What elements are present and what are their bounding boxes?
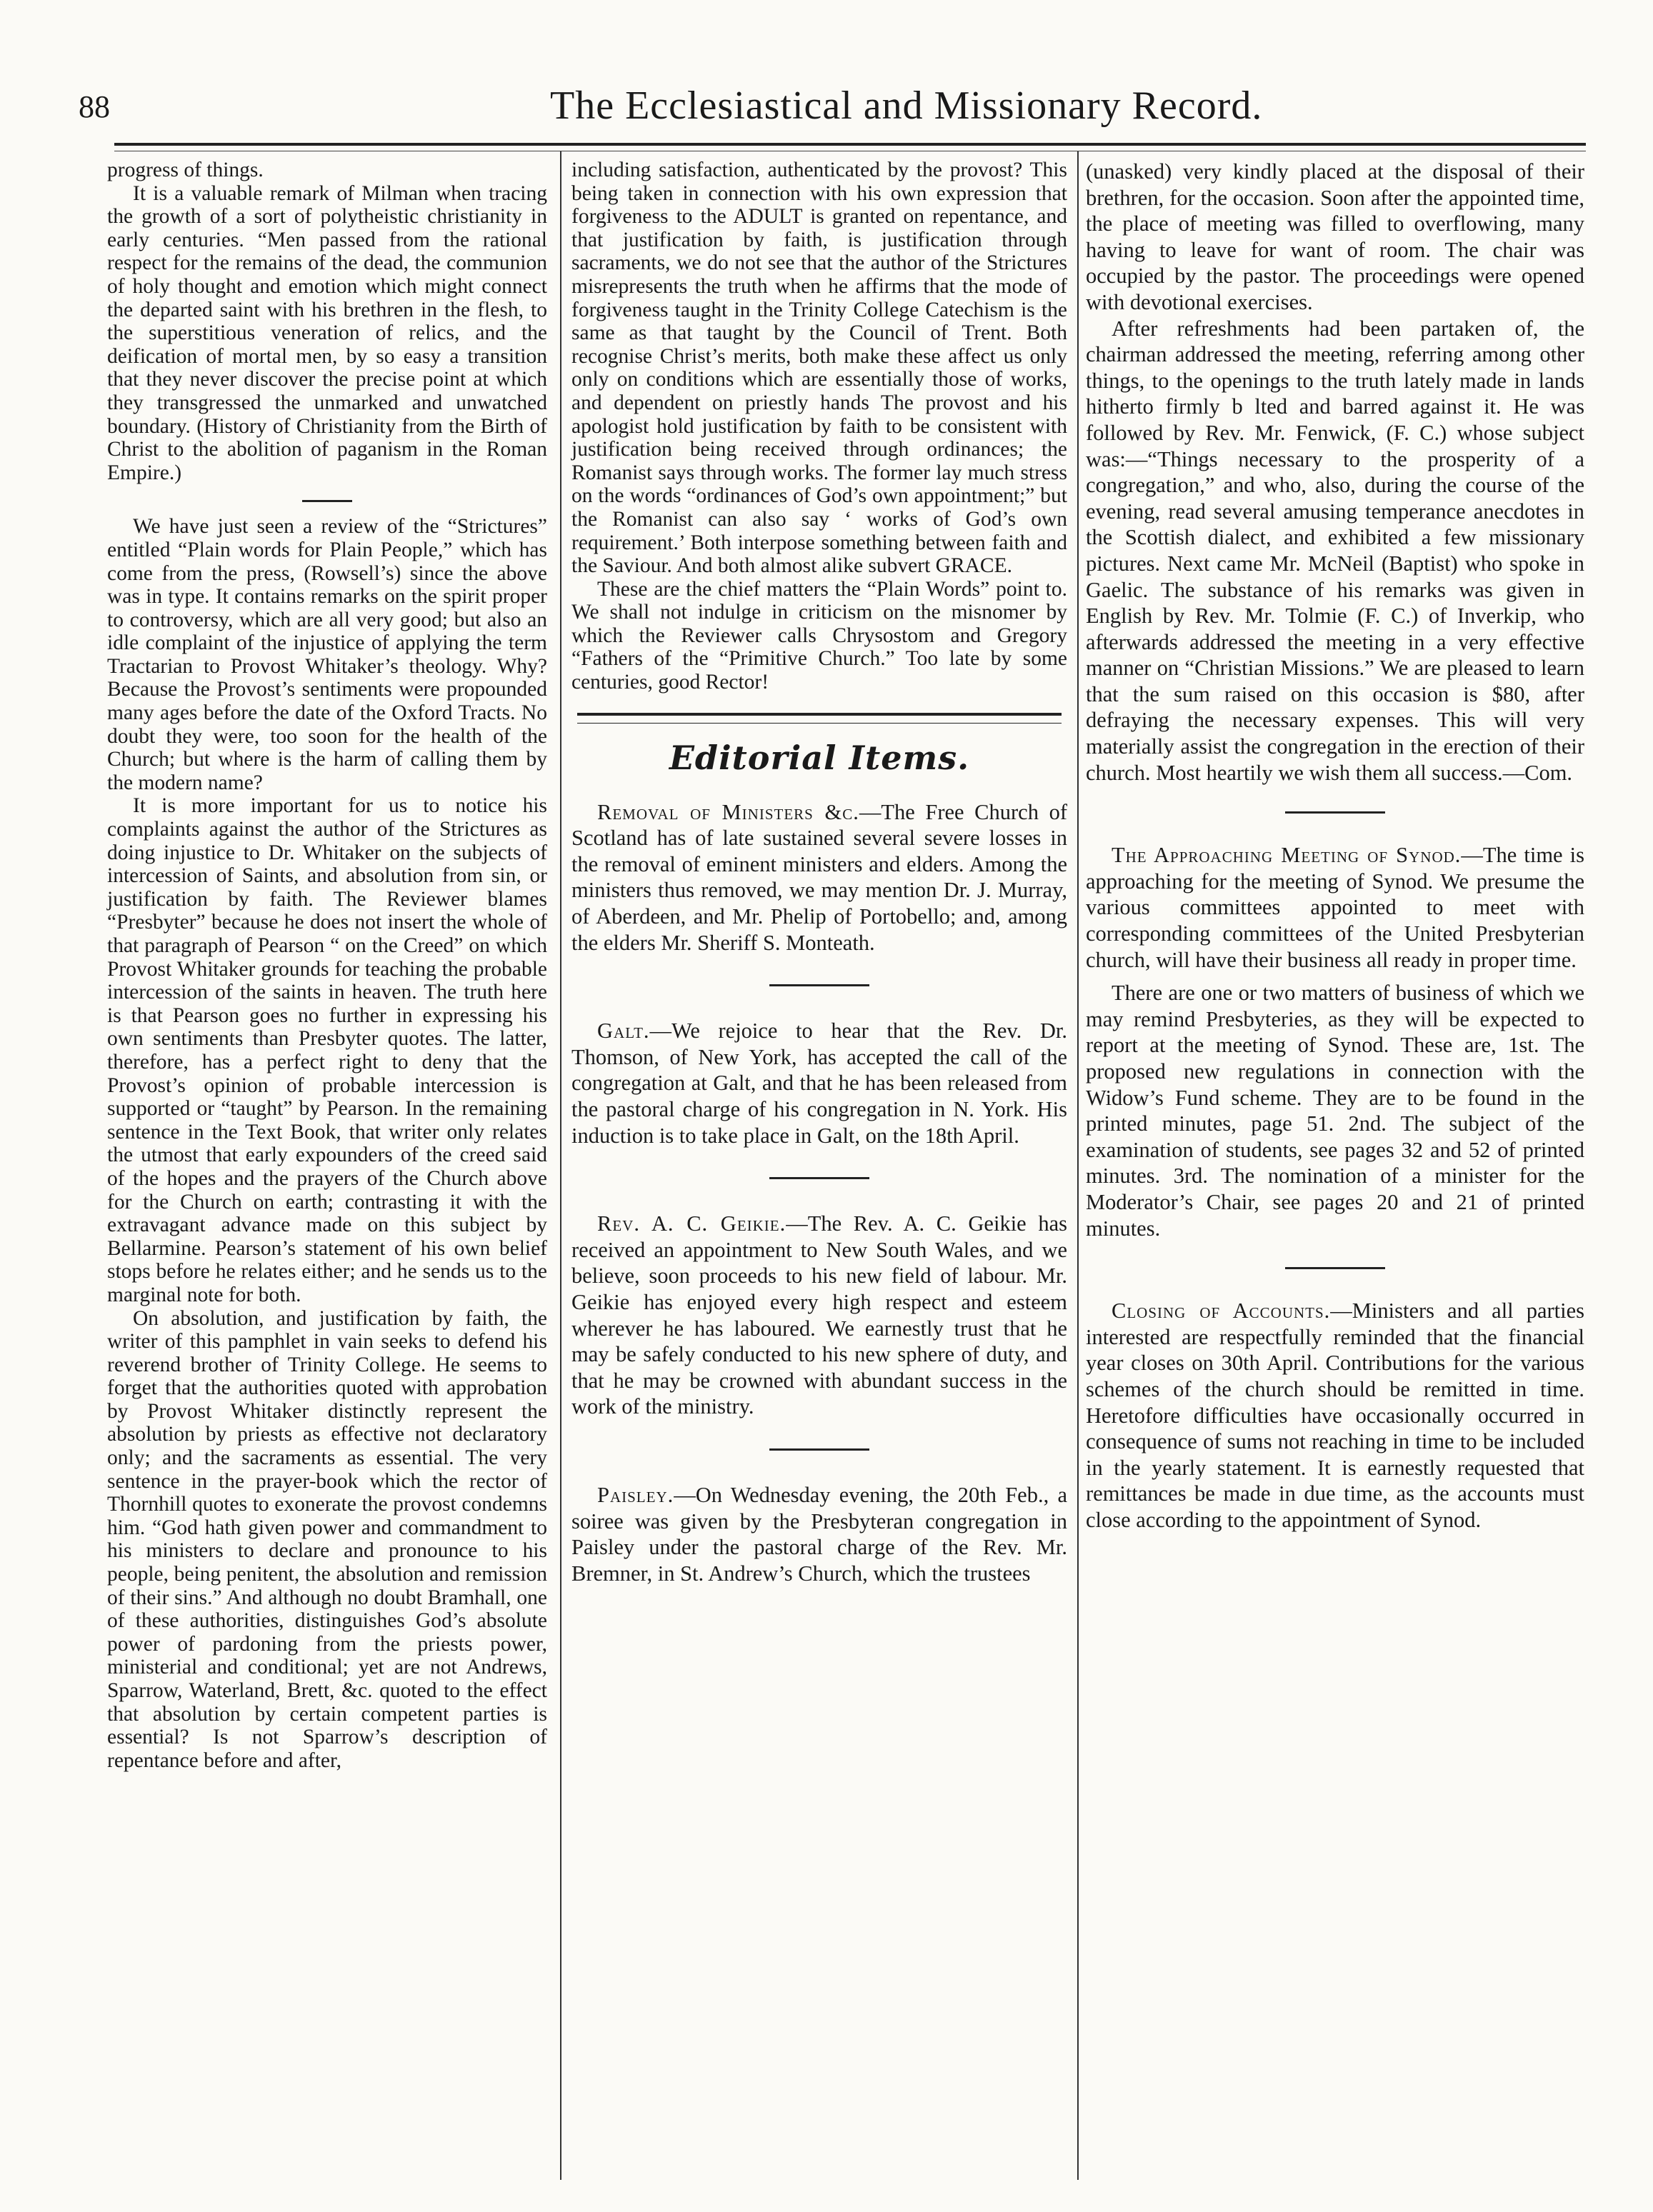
news-item: The Approaching Meeting of Synod.—The time is approaching for the meeting of Synod. We presume the various committees appointed to meet with corresponding committees of the United Presbyterian church, will have their business all ready in proper time.: [1086, 843, 1584, 972]
paragraph: It is a valuable remark of Milman when tracing the growth of a sort of polytheistic christianity in early centuries. “Men passed from the rational respect for the remains of the dead, the communion of holy thought and emotion which might connect the departed saint with his brethren in the flesh, to the superstitious veneration of relics, and the deification of mortal men, by so easy a transition that they never discover the precise point at which they transgressed the unmarked and unwatched boundary. (History of Christianity from the Birth of Christ to the abolition of paganism in the Roman Empire.): [107, 181, 547, 484]
paragraph: On absolution, and justification by faith, the writer of this pamphlet in vain seeks to defend his reverend brother of Trinity College. He seems to forget that the authorities quoted with approbation by Provost Whitaker distinctly represent the absolution by priests as effective not declaratory only; and the sacraments as essential. The very sentence in the prayer-book which the rector of Thornhill quotes to exonerate the provost condemns him. “God hath given power and commandment to his ministers to declare and pronounce to his people, being penitent, the absolution and remission of their sins.” And although no doubt Bramhall, one of these authorities, distinguishes God’s absolute power of pardoning from the priests power, ministerial and conditional; yet are not Andrews, Sparrow, Waterland, Brett, &c. quoted to the effect that absolution by certain competent parties is essential? Is not Sparrow’s description of repentance before and after,: [107, 1306, 547, 1772]
column-left: [107, 159, 547, 1772]
paragraph: progress of things.: [107, 159, 264, 181]
divider: [1285, 811, 1385, 814]
news-item: Paisley.—On Wednesday evening, the 20th Feb., a soiree was given by the Presbyteran congregation in Paisley under the pastoral charge of the Rev. Mr. Bremner, in St. Andrew’s Church, which the trustees: [571, 1482, 1067, 1586]
page-header: [79, 79, 1586, 139]
running-title: The Ecclesiastical and Missionary Record.: [550, 84, 1263, 128]
item-heading: The Approaching Meeting of Synod.: [1112, 843, 1462, 868]
paragraph: We have just seen a review of the “Strictures” entitled “Plain words for Plain People,” which has come from the press, (Rowsell’s) since the above was in type. It contains remarks on the spirit proper to controversy, which are all very good; but also an idle complaint of the injustice of applying the term Tractarian to Provost Whitaker’s theology. Why? Because the Provost’s sentiments were propounded many ages before the date of the Oxford Tracts. No doubt they were, too soon for the health of the Church; but where is the harm of calling them by the modern name?: [107, 515, 547, 794]
column-divider-left: [560, 151, 561, 2180]
divider: [769, 1448, 869, 1451]
divider: [769, 984, 869, 986]
news-item: Rev. A. C. Geikie.—The Rev. A. C. Geikie has received an appointment to New South Wales, and we believe, soon proceeds to his new field of labour. Mr. Geikie has enjoyed every high respect and esteem wherever he has laboured. We earnestly trust that he may be safely conducted to his new sphere of duty, and that he may be crowned with abundant success in the work of the ministry.: [571, 1211, 1067, 1419]
item-heading: Closing of Accounts.: [1112, 1298, 1331, 1323]
column-right: [1086, 159, 1584, 1533]
page-number: 88: [79, 89, 110, 124]
column-divider-right: [1077, 151, 1079, 2180]
item-heading: Paisley.: [597, 1482, 674, 1507]
paragraph: including satisfaction, authenticated by the provost? This being taken in connection with his own expression that forgiveness to the ADULT is granted on repentance, and that justification by faith, is justification through sacraments, we do not see that the author of the Strictures misrepresents the truth when he affirms that the mode of forgiveness taught in the Trinity College Catechism is the same as that taught by the Council of Trent. Both recognise Christ’s merits, both make these affect us only only on conditions which are essentially those of works, and dependent on priestly hands The provost and his apologist hold justification by faith to be consistent with justification being received through ordinances; the Romanist says through works. The former lay much stress on the words “ordinances of God’s own appointment;” but the Romanist can also say ‘ works of God’s own requirement.’ Both interpose something between faith and the Saviour. And both almost alike subvert GRACE.: [571, 159, 1067, 578]
news-item: Closing of Accounts.—Ministers and all parties interested are respectfully reminded that the financial year closes on 30th April. Contributions for the various schemes of the church should be remitted in time. Heretofore difficulties have occasionally occurred in consequence of sums not reaching in time to be included in the yearly statement. It is earnestly requested that remittances be made in due time, as the accounts must close according to the appointment of Synod.: [1086, 1298, 1585, 1532]
divider: [769, 1177, 869, 1179]
section-rule: [577, 713, 1062, 724]
news-item: Removal of Ministers &c.—The Free Church of Scotland has of late sustained several severe losses in the removal of eminent ministers and elders. Among the ministers thus removed, we may mention Dr. J. Murray, of Aberdeen, and Mr. Phelip of Portobello; and, among the elders Mr. Sheriff S. Monteath.: [571, 799, 1068, 955]
news-item: Galt.—We rejoice to hear that the Rev. Dr. Thomson, of New York, has accepted the call of the congregation at Galt, and that he has been released from the pastoral charge of his congregation in N. York. His induction is to take place in Galt, on the 18th April.: [571, 1019, 1067, 1148]
paragraph: There are one or two matters of business of which we may remind Presbyteries, as they will be expected to report at the meeting of Synod. These are, 1st. The proposed new regulations in connection with the Widow’s Fund scheme. They are to be found in the printed minutes, page 51. 2nd. The subject of the examination of students, see pages 32 and 52 of printed minutes. 3rd. The nomination of a minister for the Moderator’s Chair, see pages 20 and 21 of printed minutes.: [1086, 981, 1584, 1241]
divider: [302, 500, 352, 502]
section-title: Editorial Items.: [669, 738, 970, 777]
paragraph: (unasked) very kindly placed at the disposal of their brethren, for the occasion. Soon after the appointed time, the place of meeting was filled to overflowing, many having to leave for want of room. The chair was occupied by the pastor. The proceedings were opened with devotional exercises.: [1086, 159, 1584, 314]
divider: [1285, 1267, 1385, 1269]
paragraph: It is more important for us to notice his complaints against the author of the Strictures as doing injustice to Dr. Whitaker on the subjects of intercession of Saints, and absolution from sin, or justification by faith. The Reviewer blames “Presbyter” because he does not insert the whole of that paragraph of Pearson “ on the Creed” on which Provost Whitaker grounds for teaching the probable intercession of the saints in heaven. The truth here is that Pearson goes no further in expressing his own sentiments than Presbyter quotes. The latter, therefore, has a perfect right to deny that the Provost’s opinion of probable intercession is supported or “taught” by Pearson. In the remaining sentence in the Text Book, that writer only relates the utmost that early expounders of the creed said of the hopes and the prayers of the Church above for the Church on earth; contrasting it with the extravagant advance made on this subject by Bellarmine. Pearson’s statement of his own belief stops before he relates either; and he sends us to the marginal note for both.: [107, 794, 547, 1306]
header-rule: [114, 143, 1586, 146]
paragraph: These are the chief matters the “Plain Words” point to. We shall not indulge in criticism on the misnomer by which the Reviewer calls Chrysostom and Gregory “Fathers of the “Primitive Church.” Too late by some centuries, good Rector!: [571, 577, 1067, 694]
item-heading: Rev. A. C. Geikie.: [597, 1211, 786, 1236]
paragraph: After refreshments had been partaken of, the chairman addressed the meeting, referring among other things, to the openings to the truth lately made in lands hitherto firmly b lted and barred against it. He was followed by Rev. Mr. Fenwick, (F. C.) whose subject was:—“Things necessary to the prosperity of a congregation,” and who, also, during the course of the evening, read several amusing temperance anecdotes in the Scottish dialect, and exhibited a few missionary pictures. Next came Mr. McNeil (Baptist) who spoke in Gaelic. The substance of his remarks was given in English by Rev. Mr. Tolmie (F. C.) of Inverkip, who afterwards addressed the meeting in a very effective manner on “Christian Missions.” We are pleased to learn that the sum raised on this occasion is $80, after defraying the necessary expenses. This will very materially assist the congregation in the erection of their church. Most heartily we wish them all success.—Com.: [1086, 316, 1584, 785]
item-heading: Galt.: [597, 1019, 650, 1044]
item-heading: Removal of Ministers &c.: [597, 799, 859, 824]
column-middle: [571, 159, 1067, 1586]
